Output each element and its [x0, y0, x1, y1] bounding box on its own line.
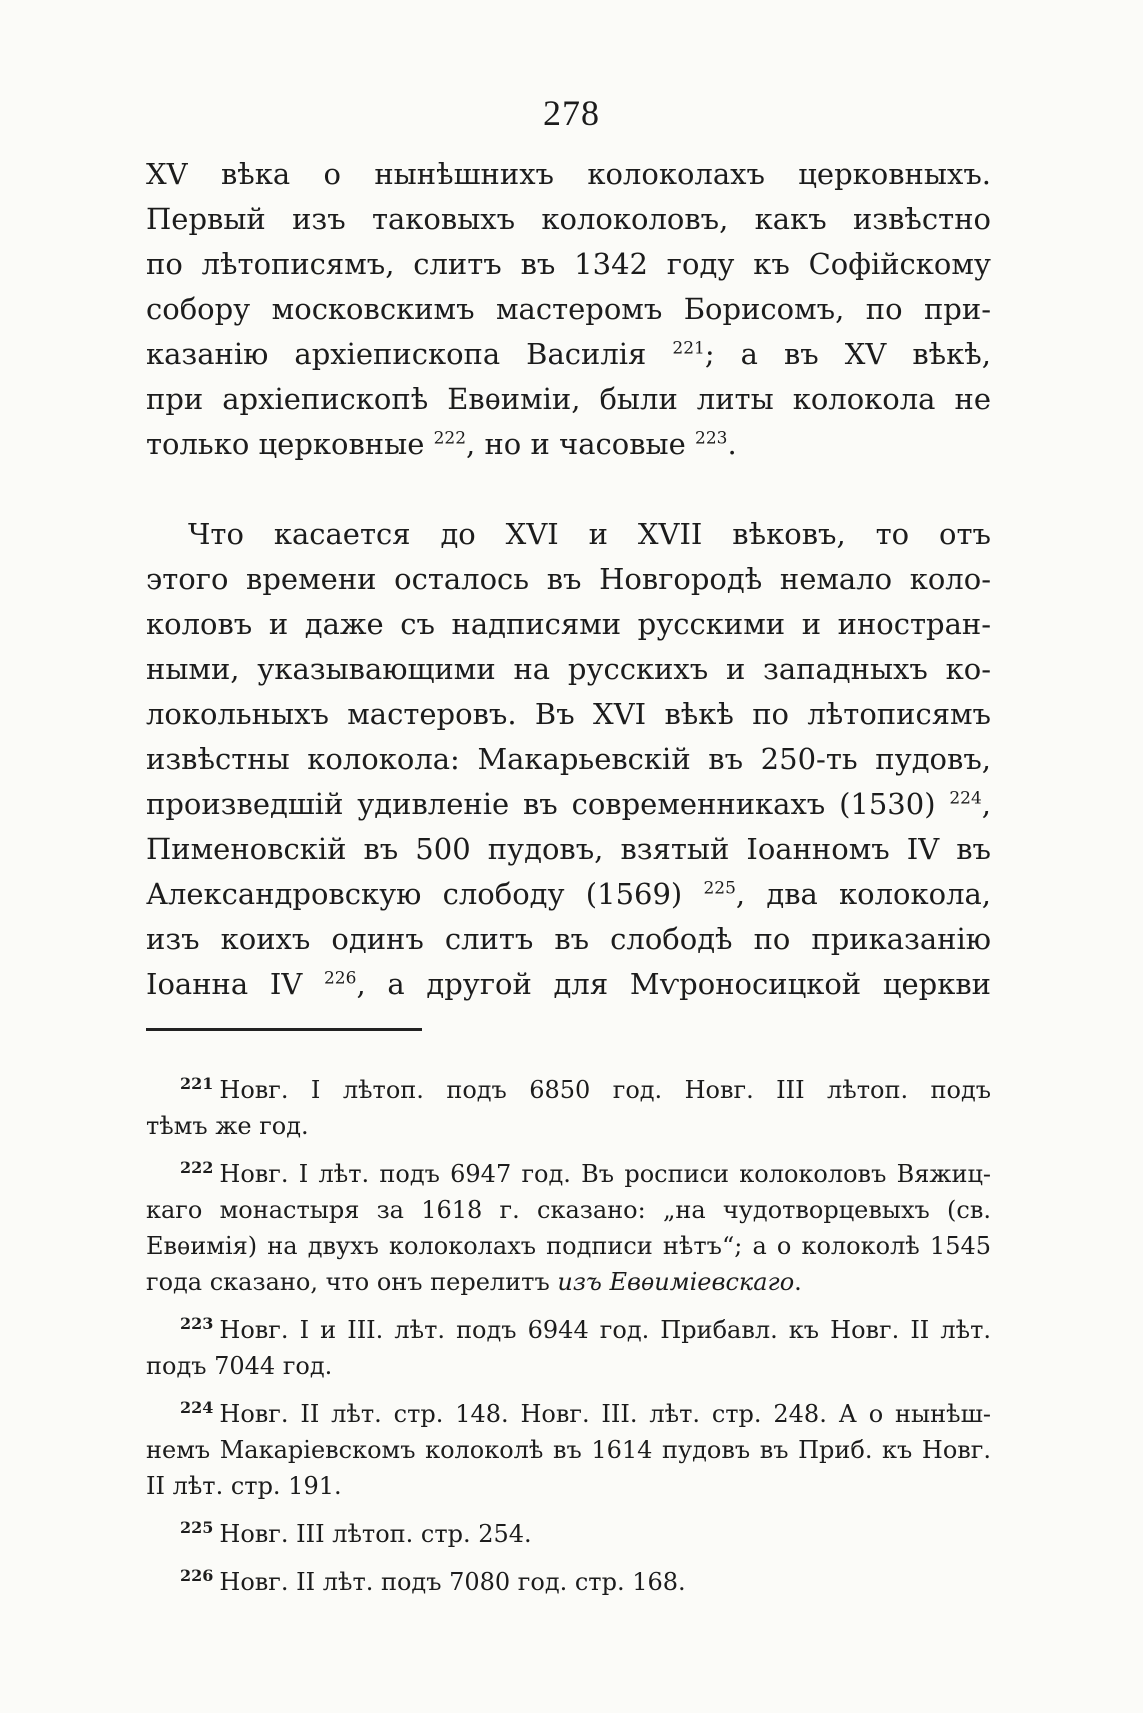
footnote-line — [146, 1516, 991, 1552]
footnote-line — [146, 1156, 991, 1192]
text-segment: только церковные — [146, 427, 425, 461]
footnote-224 — [146, 1396, 991, 1504]
text-line: изъ коихъ одинъ слитъ въ слободѣ по приказанію — [146, 922, 991, 956]
text-segment: . — [727, 427, 737, 461]
text-line: коловъ и даже съ надписями русскими и иностран- — [146, 607, 991, 641]
footnote-divider — [146, 1028, 422, 1031]
footnote-line — [146, 1396, 991, 1432]
text-line — [146, 422, 991, 467]
text-line — [146, 872, 991, 917]
text-line: Пименовскій въ 500 пудовъ, взятый Іоанномъ IV въ — [146, 832, 991, 866]
footnote-ref-221[interactable]: 221 — [672, 338, 705, 359]
footnotes — [146, 1072, 991, 1612]
footnote-number: 224 — [180, 1398, 214, 1417]
footnote-ref-224[interactable]: 224 — [949, 788, 982, 809]
footnote-223 — [146, 1312, 991, 1384]
text-line: ными, указывающими на русскихъ и западныхъ ко- — [146, 652, 991, 686]
text-segment-italic: изъ Евѳиміевскаго — [557, 1268, 795, 1296]
text-segment: Новг. III лѣтоп. стр. 254. — [219, 1520, 532, 1548]
text-line — [146, 962, 991, 1007]
footnote-line: немъ Макаріевскомъ колоколѣ въ 1614 пудовъ въ Приб. къ Новг. — [146, 1436, 991, 1464]
footnote-number: 221 — [180, 1074, 214, 1093]
text-line — [146, 332, 991, 377]
text-line: извѣстны колокола: Макарьевскій въ 250-ть пудовъ, — [146, 742, 991, 776]
text-segment: года сказано, что онъ перелитъ — [146, 1268, 550, 1296]
text-segment: Александровскую слободу (1569) — [146, 877, 683, 911]
text-segment: Іоанна IV — [146, 967, 303, 1001]
footnote-number: 223 — [180, 1314, 214, 1333]
footnote-225 — [146, 1516, 991, 1552]
page-number: 278 — [543, 93, 600, 133]
text-segment: . — [794, 1268, 802, 1296]
footnote-222 — [146, 1156, 991, 1300]
footnote-number: 226 — [180, 1566, 214, 1585]
footnote-line — [146, 1564, 991, 1600]
text-segment: , но и часовые — [466, 427, 686, 461]
text-line: по лѣтописямъ, слитъ въ 1342 году къ Софійскому — [146, 247, 991, 281]
text-segment: Новг. II лѣт. стр. 148. Новг. III. лѣт. стр. 248. А о нынѣш- — [219, 1400, 991, 1428]
footnote-221 — [146, 1072, 991, 1144]
text-line: при архіепископѣ Евѳиміи, были литы колокола не — [146, 382, 991, 416]
text-segment: , два колокола, — [735, 877, 992, 911]
text-line: локольныхъ мастеровъ. Въ XVI вѣкѣ по лѣтописямъ — [146, 697, 991, 731]
text-line — [146, 782, 991, 827]
text-line: этого времени осталось въ Новгородѣ немало коло- — [146, 562, 991, 596]
footnote-line — [146, 1264, 991, 1300]
footnote-line — [146, 1312, 991, 1348]
text-segment: , а другой для Мѵроносицкой церкви — [356, 967, 991, 1001]
footnote-number: 222 — [180, 1158, 214, 1177]
text-segment: Новг. I и III. лѣт. подъ 6944 год. Прибавл. къ Новг. II лѣт. — [219, 1316, 991, 1344]
text-segment: Новг. I лѣт. подъ 6947 год. Въ росписи колоколовъ Вяжиц- — [219, 1160, 991, 1188]
footnote-number: 225 — [180, 1518, 214, 1537]
footnote-line: Евѳимія) на двухъ колоколахъ подписи нѣтъ“; а о колоколѣ 1545 — [146, 1232, 991, 1260]
paragraph-1 — [146, 152, 991, 467]
footnote-ref-226[interactable]: 226 — [323, 968, 357, 989]
footnote-ref-222[interactable]: 222 — [433, 428, 467, 449]
text-line: Первый изъ таковыхъ колоколовъ, какъ извѣстно — [146, 202, 991, 236]
text-segment: произведшій удивленіе въ современникахъ (1530) — [146, 787, 936, 821]
footnote-line: каго монастыря за 1618 г. сказано: „на чудотворцевыхъ (св. — [146, 1196, 991, 1224]
footnote-line: подъ 7044 год. — [146, 1352, 333, 1380]
text-line: Что касается до XVI и XVII вѣковъ, то отъ — [188, 517, 991, 551]
text-segment: Новг. II лѣт. подъ 7080 год. стр. 168. — [219, 1568, 686, 1596]
text-line: XV вѣка о нынѣшнихъ колоколахъ церковныхъ. — [146, 157, 991, 191]
footnote-line: II лѣт. стр. 191. — [146, 1472, 342, 1500]
footnote-ref-223[interactable]: 223 — [695, 428, 728, 449]
footnote-line — [146, 1072, 991, 1108]
footnote-226 — [146, 1564, 991, 1600]
footnote-ref-225[interactable]: 225 — [703, 878, 736, 899]
text-segment: ; а въ XV вѣкѣ, — [704, 337, 992, 371]
text-segment: казанію архіепископа Василія — [146, 337, 647, 371]
paragraph-2 — [146, 512, 991, 1007]
text-segment: , — [981, 787, 992, 821]
text-line: собору московскимъ мастеромъ Борисомъ, по при- — [146, 292, 991, 326]
text-segment: Новг. I лѣтоп. подъ 6850 год. Новг. III лѣтоп. подъ — [219, 1076, 991, 1104]
footnote-line: тѣмъ же год. — [146, 1112, 309, 1140]
